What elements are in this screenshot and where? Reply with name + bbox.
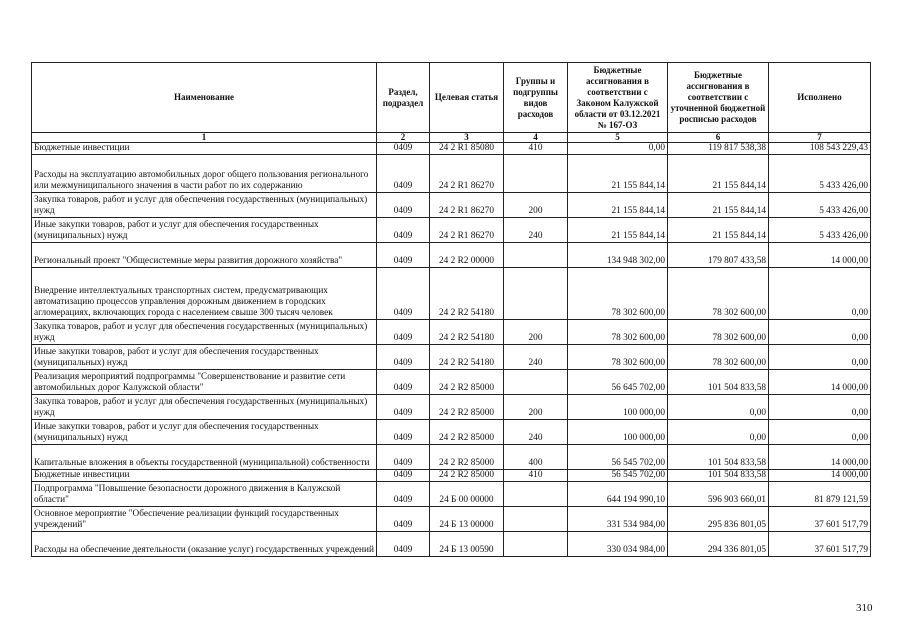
row-executed: 0,00	[769, 345, 871, 370]
header-target: Целевая статья	[430, 63, 504, 133]
row-refined: 21 155 844,14	[668, 155, 769, 193]
row-group: 200	[504, 193, 568, 218]
table-row	[32, 218, 871, 243]
row-executed: 14 000,00	[769, 243, 871, 268]
row-refined: 119 817 538,38	[668, 143, 769, 155]
row-law: 78 302 600,00	[568, 320, 668, 345]
row-section: 0409	[377, 243, 430, 268]
table-row	[32, 345, 871, 370]
row-target: 24 Б 13 00000	[430, 507, 504, 532]
row-target: 24 2 R2 54180	[430, 320, 504, 345]
row-target: 24 2 R2 85000	[430, 395, 504, 420]
row-executed: 37 601 517,79	[769, 507, 871, 532]
header-groups: Группы и подгруппы видов расходов	[504, 63, 568, 133]
row-section: 0409	[377, 268, 430, 320]
row-refined: 78 302 600,00	[668, 345, 769, 370]
row-refined: 78 302 600,00	[668, 320, 769, 345]
row-name: Подпрограмма "Повышение безопасности дорожного движения в Калужской области"	[32, 482, 377, 507]
row-refined: 294 336 801,05	[668, 532, 769, 557]
table-row	[32, 370, 871, 395]
row-group	[504, 532, 568, 557]
row-target: 24 2 R2 85000	[430, 370, 504, 395]
row-executed: 0,00	[769, 268, 871, 320]
budget-table	[31, 62, 871, 557]
row-law: 100 000,00	[568, 420, 668, 445]
row-law: 134 948 302,00	[568, 243, 668, 268]
row-name: Капитальные вложения в объекты государственной (муниципальной) собственности	[32, 445, 377, 470]
row-refined: 101 504 833,58	[668, 470, 769, 482]
table-row	[32, 155, 871, 193]
row-name: Закупка товаров, работ и услуг для обеспечения государственных (муниципальных) нужд	[32, 193, 377, 218]
row-executed: 5 433 426,00	[769, 155, 871, 193]
row-refined: 0,00	[668, 420, 769, 445]
row-target: 24 2 R1 86270	[430, 193, 504, 218]
row-law: 330 034 984,00	[568, 532, 668, 557]
row-section: 0409	[377, 532, 430, 557]
row-name: Закупка товаров, работ и услуг для обеспечения государственных (муниципальных) нужд	[32, 320, 377, 345]
row-law: 331 534 984,00	[568, 507, 668, 532]
column-number-row	[32, 133, 871, 143]
row-section: 0409	[377, 470, 430, 482]
row-name: Иные закупки товаров, работ и услуг для обеспечения государственных (муниципальных) нужд	[32, 345, 377, 370]
row-section: 0409	[377, 507, 430, 532]
row-name: Бюджетные инвестиции	[32, 470, 377, 482]
table-row	[32, 470, 871, 482]
row-group: 400	[504, 445, 568, 470]
col-number: 6	[668, 133, 769, 143]
row-section: 0409	[377, 345, 430, 370]
header-name: Наименование	[32, 63, 377, 133]
row-law: 78 302 600,00	[568, 345, 668, 370]
row-group: 240	[504, 218, 568, 243]
row-group	[504, 370, 568, 395]
header-row	[32, 63, 871, 133]
header-law: Бюджетные ассигнования в соответствии с Законом Калужской области от 03.12.2021 № 167-ОЗ	[568, 63, 668, 133]
table-row	[32, 445, 871, 470]
row-target: 24 2 R1 86270	[430, 155, 504, 193]
row-group	[504, 155, 568, 193]
row-target: 24 2 R2 00000	[430, 243, 504, 268]
row-executed: 81 879 121,59	[769, 482, 871, 507]
col-number: 1	[32, 133, 377, 143]
col-number: 3	[430, 133, 504, 143]
row-law: 56 545 702,00	[568, 445, 668, 470]
row-group: 240	[504, 345, 568, 370]
row-group	[504, 482, 568, 507]
row-refined: 596 903 660,01	[668, 482, 769, 507]
row-executed: 37 601 517,79	[769, 532, 871, 557]
row-section: 0409	[377, 420, 430, 445]
row-law: 100 000,00	[568, 395, 668, 420]
row-law: 56 645 702,00	[568, 370, 668, 395]
row-name: Внедрение интеллектуальных транспортных систем, предусматривающих автоматизацию процессов управления дорожным движением в городских агломерациях, включающих города с населением свыше 300 тысяч человек	[32, 268, 377, 320]
row-name: Бюджетные инвестиции	[32, 143, 377, 155]
row-name: Реализация мероприятий подпрограммы "Совершенствование и развитие сети автомобильных дорог Калужской области"	[32, 370, 377, 395]
row-group: 410	[504, 143, 568, 155]
row-group	[504, 268, 568, 320]
row-name: Региональный проект "Общесистемные меры развития дорожного хозяйства"	[32, 243, 377, 268]
row-group: 200	[504, 320, 568, 345]
row-law: 21 155 844,14	[568, 155, 668, 193]
row-target: 24 2 R1 86270	[430, 218, 504, 243]
row-group: 240	[504, 420, 568, 445]
row-executed: 108 543 229,43	[769, 143, 871, 155]
table-row	[32, 320, 871, 345]
row-target: 24 2 R2 85000	[430, 420, 504, 445]
row-section: 0409	[377, 482, 430, 507]
row-executed: 5 433 426,00	[769, 218, 871, 243]
row-section: 0409	[377, 370, 430, 395]
row-executed: 5 433 426,00	[769, 193, 871, 218]
page-number: 310	[856, 602, 873, 614]
table-row	[32, 532, 871, 557]
header-executed: Исполнено	[769, 63, 871, 133]
row-refined: 295 836 801,05	[668, 507, 769, 532]
row-target: 24 2 R2 85000	[430, 470, 504, 482]
row-executed: 0,00	[769, 320, 871, 345]
row-executed: 14 000,00	[769, 445, 871, 470]
row-target: 24 2 R2 54180	[430, 268, 504, 320]
row-name: Иные закупки товаров, работ и услуг для обеспечения государственных (муниципальных) нужд	[32, 218, 377, 243]
col-number: 7	[769, 133, 871, 143]
row-law: 21 155 844,14	[568, 218, 668, 243]
row-group: 200	[504, 395, 568, 420]
row-refined: 0,00	[668, 395, 769, 420]
row-executed: 14 000,00	[769, 470, 871, 482]
row-target: 24 Б 13 00590	[430, 532, 504, 557]
row-section: 0409	[377, 143, 430, 155]
row-name: Основное мероприятие "Обеспечение реализации функций государственных учреждений"	[32, 507, 377, 532]
row-section: 0409	[377, 445, 430, 470]
table-row	[32, 243, 871, 268]
row-group	[504, 507, 568, 532]
table-row	[32, 193, 871, 218]
col-number: 5	[568, 133, 668, 143]
table-row	[32, 268, 871, 320]
row-name: Расходы на обеспечение деятельности (оказание услуг) государственных учреждений	[32, 532, 377, 557]
row-executed: 0,00	[769, 420, 871, 445]
header-refined: Бюджетные ассигнования в соответствии с уточненной бюджетной росписью расходов	[668, 63, 769, 133]
row-law: 644 194 990,10	[568, 482, 668, 507]
col-number: 2	[377, 133, 430, 143]
row-law: 0,00	[568, 143, 668, 155]
row-refined: 101 504 833,58	[668, 370, 769, 395]
row-name: Закупка товаров, работ и услуг для обеспечения государственных (муниципальных) нужд	[32, 395, 377, 420]
row-group	[504, 243, 568, 268]
row-section: 0409	[377, 395, 430, 420]
row-refined: 101 504 833,58	[668, 445, 769, 470]
row-target: 24 2 R1 85080	[430, 143, 504, 155]
row-executed: 0,00	[769, 395, 871, 420]
row-executed: 14 000,00	[769, 370, 871, 395]
row-target: 24 2 R2 85000	[430, 445, 504, 470]
table-row	[32, 482, 871, 507]
row-refined: 21 155 844,14	[668, 218, 769, 243]
header-section: Раздел, подраздел	[377, 63, 430, 133]
col-number: 4	[504, 133, 568, 143]
row-law: 56 545 702,00	[568, 470, 668, 482]
row-target: 24 Б 00 00000	[430, 482, 504, 507]
row-refined: 21 155 844,14	[668, 193, 769, 218]
row-group: 410	[504, 470, 568, 482]
row-refined: 179 807 433,58	[668, 243, 769, 268]
row-law: 21 155 844,14	[568, 193, 668, 218]
row-law: 78 302 600,00	[568, 268, 668, 320]
table-row	[32, 143, 871, 155]
row-section: 0409	[377, 155, 430, 193]
table-row	[32, 507, 871, 532]
row-refined: 78 302 600,00	[668, 268, 769, 320]
row-target: 24 2 R2 54180	[430, 345, 504, 370]
table-row	[32, 395, 871, 420]
row-name: Иные закупки товаров, работ и услуг для обеспечения государственных (муниципальных) нужд	[32, 420, 377, 445]
row-name: Расходы на эксплуатацию автомобильных дорог общего пользования регионального или межмуниципального значения в части работ по их содержанию	[32, 155, 377, 193]
row-section: 0409	[377, 218, 430, 243]
table-row	[32, 420, 871, 445]
row-section: 0409	[377, 320, 430, 345]
row-section: 0409	[377, 193, 430, 218]
